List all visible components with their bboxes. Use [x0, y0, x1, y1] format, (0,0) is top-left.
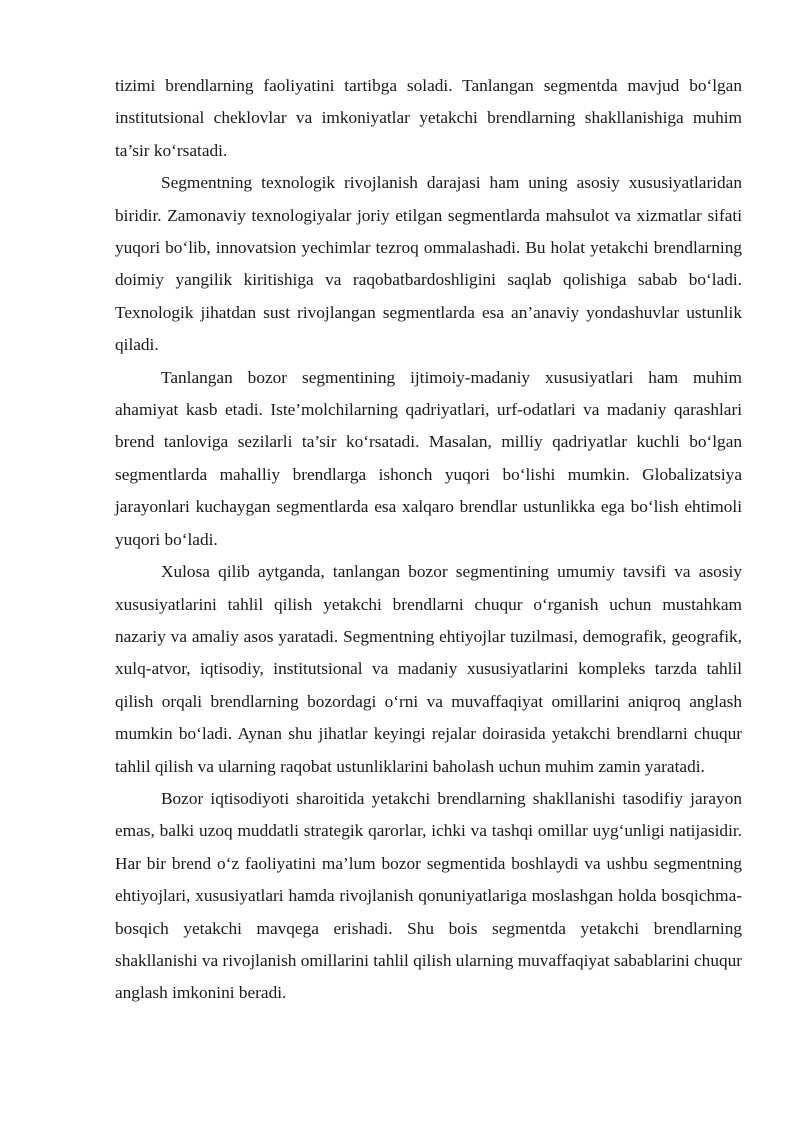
paragraph-market-economy: Bozor iqtisodiyoti sharoitida yetakchi brendlarning shakllanishi tasodifiy jarayon emas, balki uzoq muddatli strategik qarorlar, ichki va tashqi omillar uyg‘unligi natijasidir. Har bir brend o‘z faoliyatini ma’lum bozor segmentida boshlaydi va ushbu segmentning ehtiyojlari, xususiyatlari hamda rivojlanish qonuniyatlariga moslashgan holda bosqichma-bosqich yetakchi mavqega erishadi. Shu bois segmentda yetakchi brendlarning shakllanishi va rivojlanish omillarini tahlil qilish ularning muvaffaqiyat sabablarini chuqur anglash imkonini beradi.	[115, 788, 742, 1003]
paragraph-conclusion: Xulosa qilib aytganda, tanlangan bozor segmentining umumiy tavsifi va asosiy xususiyatlarini tahlil qilish yetakchi brendlarni chuqur o‘rganish uchun mustahkam nazariy va amaliy asos yaratadi. Segmentning ehtiyojlar tuzilmasi, demografik, geografik, xulq-atvor, iqtisodiy, institutsional va madaniy xususiyatlarini kompleks tarzda tahlil qilish orqali brendlarning bozordagi o‘rni va muvaffaqiyat omillarini aniqroq anglash mumkin bo‘ladi. Aynan shu jihatlar keyingi rejalar doirasida yetakchi brendlarni chuqur tahlil qilish va ularning raqobat ustunliklarini baholash uchun muhim zamin yaratadi.	[115, 562, 742, 776]
paragraph-technological-development: Segmentning texnologik rivojlanish darajasi ham uning asosiy xususiyatlaridan biridir. Zamonaviy texnologiyalar joriy etilgan segmentlarda mahsulot va xizmatlar sifati yuqori bo‘lib, innovatsion yechimlar tezroq ommalashadi. Bu holat yetakchi brendlarning doimiy yangilik kiritishiga va raqobatbardoshligini saqlab qolishiga sabab bo‘ladi. Texnologik jihatdan sust rivojlangan segmentlarda esa an’anaviy yondashuvlar ustunlik qiladi.	[115, 173, 742, 355]
document-page	[115, 70, 742, 1010]
paragraph-socio-cultural: Tanlangan bozor segmentining ijtimoiy-madaniy xususiyatlari ham muhim ahamiyat kasb etadi. Iste’molchilarning qadriyatlari, urf-odatlari va madaniy qarashlari brend tanloviga sezilarli ta’sir ko‘rsatadi. Masalan, milliy qadriyatlar kuchli bo‘lgan segmentlarda mahalliy brendlarga ishonch yuqori bo‘lishi mumkin. Globalizatsiya jarayonlari kuchaygan segmentlarda esa xalqaro brendlar ustunlikka ega bo‘lish ehtimoli yuqori bo‘ladi.	[115, 367, 742, 549]
paragraph-continuation: tizimi brendlarning faoliyatini tartibga soladi. Tanlangan segmentda mavjud bo‘lgan institutsional cheklovlar va imkoniyatlar yetakchi brendlarning shakllanishiga muhim ta’sir ko‘rsatadi.	[115, 76, 742, 160]
